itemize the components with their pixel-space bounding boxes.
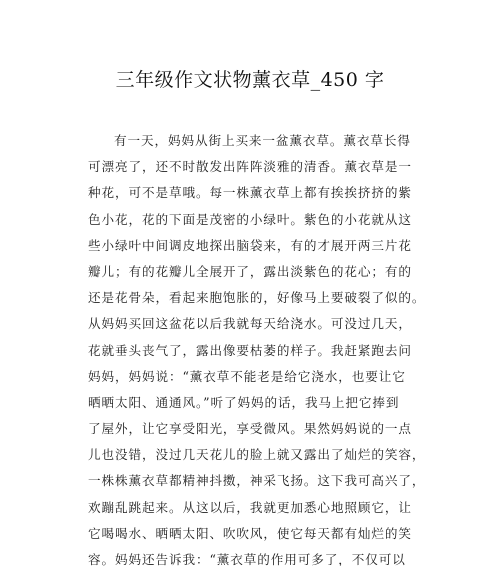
essay-line: 一株株薰衣草都精神抖擞，神采飞扬。这下我可高兴了， [88,473,426,489]
essay-line: 种花，可不是草哦。每一株薰衣草上都有挨挨挤挤的紫 [88,185,412,201]
essay-line: 了屋外，让它享受阳光，享受微风。果然妈妈说的一点 [88,421,412,437]
essay-line: 些小绿叶中间调皮地探出脑袋来，有的才展开两三片花 [88,237,412,253]
essay-line: 儿也没错，没过几天花儿的脸上就又露出了灿烂的笑容， [88,447,426,463]
essay-line: 容。妈妈还告诉我：“薰衣草的作用可多了，不仅可以 [88,552,406,566]
essay-line: 瓣儿；有的花瓣儿全展开了，露出淡紫色的花心；有的 [88,263,412,279]
essay-body [88,128,426,566]
essay-line: 欢蹦乱跳起来。从这以后，我就更加悉心地照顾它，让 [88,499,412,515]
essay-line: 它喝喝水、晒晒太阳、吹吹风，使它每天都有灿烂的笑 [88,525,412,541]
essay-line: 晒晒太阳、通通风。”听了妈妈的话，我马上把它捧到 [88,394,400,410]
essay-line: 还是花骨朵，看起来胞饱胀的，好像马上要破裂了似的。 [88,290,426,306]
essay-line: 花就垂头丧气了，露出像要枯萎的样子。我赶紧跑去问 [88,342,412,358]
essay-line: 色小花，花的下面是茂密的小绿叶。紫色的小花就从这 [88,211,412,227]
essay-line: 从妈妈买回这盆花以后我就每天给浇水。可没过几天， [88,316,412,332]
document-title: 三年级作文状物薰衣草_450 字 [115,69,385,91]
essay-line: 有一天，妈妈从街上买来一盆薰衣草。薰衣草长得 [114,133,411,148]
essay-line: 可漂亮了，还不时散发出阵阵淡雅的清香。薰衣草是一 [88,159,412,175]
essay-line: 妈妈，妈妈说：“薰衣草不能老是给它浇水，也要让它 [88,368,406,384]
